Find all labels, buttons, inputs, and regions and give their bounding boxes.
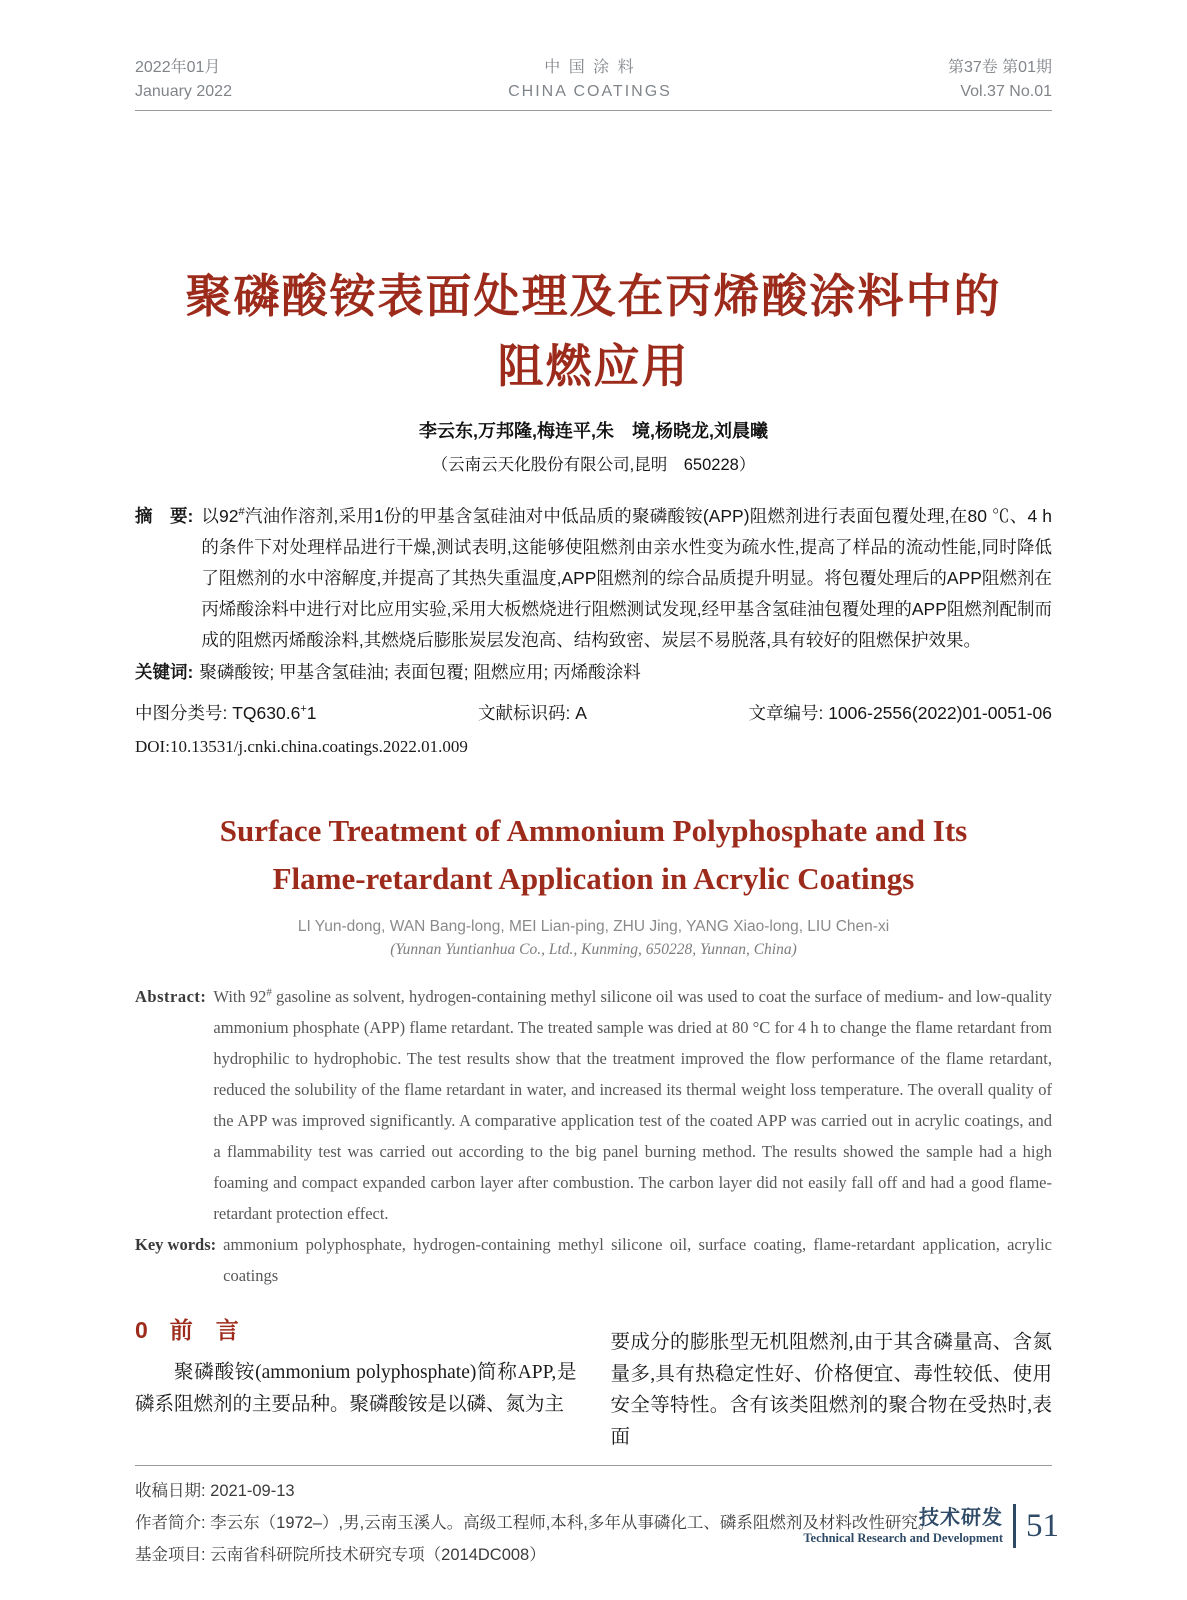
issue-info-en: Vol.37 No.01 [960,83,1052,100]
abstract-en-text [213,981,1052,1229]
article-title-cn-line1: 聚磷酸铵表面处理及在丙烯酸涂料中的 [185,270,1002,322]
abstract-cn [135,501,1052,656]
journal-title-en: CHINA COATINGS [508,83,672,100]
header-date-cn: 2022年01月 [135,59,221,76]
footnote-received-date: 收稿日期: 2021-09-13 [135,1482,295,1500]
abstract-en-label: Abstract: [135,987,207,1006]
page-number: 51 [1026,1508,1059,1544]
footer-section-cn: 技术研发 [919,1507,1003,1529]
abstract-en [135,981,1052,1229]
keywords-en-text: ammonium polyphosphate, hydrogen-containing methyl silicone oil, surface coating, flame-retardant application, acrylic coatings [223,1235,1052,1285]
issue-info [948,56,1052,104]
page-header [135,56,1052,111]
journal-title-cn: 中 国 涂 料 [544,59,636,76]
authors-cn: 李云东,万邦隆,梅连平,朱 境,杨晓龙,刘晨曦 [418,421,768,441]
footnote-author-bio: 作者简介: 李云东（1972–）,男,云南玉溪人。高级工程师,本科,多年从事磷化工、磷系阻燃剂及材料改性研究。 [135,1514,935,1532]
abstract-cn-t2: 汽油作溶剂,采用1份的甲基含氢硅油对中低品质的聚磷酸铵(APP)阻燃剂进行表面包覆处理,在80 ℃、4 h的条件下对处理样品进行干燥,测试表明,这能够使阻燃剂由亲水性变为疏水性,提高了样品的流动性能,同时降低了阻燃剂的水中溶解度,并提高了其热失重温度,APP阻燃剂的综合品质提升明显。将包覆处理后的APP阻燃剂在丙烯酸涂料中进行对比应用实验,采用大板燃烧进行阻燃测试发现,经甲基含氢硅油包覆处理的APP阻燃剂配制而成的阻燃丙烯酸涂料,其燃烧后膨胀炭层发泡高、结构致密、炭层不易脱落,具有较好的阻燃保护效果。 [201,506,1052,650]
keywords-cn [135,657,1052,688]
intro-paragraph-right: 要成分的膨胀型无机阻燃剂,由于其含磷量高、含氮量多,具有热稳定性好、价格便宜、毒性较低、使用安全等特性。含有该类阻燃剂的聚合物在受热时,表面 [610,1332,1052,1448]
abstract-cn-text [201,501,1052,656]
article-title-cn [135,261,1052,401]
abstract-cn-label: 摘 要: [135,506,194,526]
issue-info-cn: 第37卷 第01期 [947,59,1052,76]
clc-number-main: 中图分类号: TQ630.6 [135,703,301,723]
clc-number-superscript: + [300,703,307,716]
introduction-columns [135,1315,1052,1453]
journal-title [508,56,672,104]
header-date [135,56,232,104]
article-title-en-line2: Flame-retardant Application in Acrylic Coatings [272,861,915,896]
keywords-cn-text: 聚磷酸铵; 甲基含氢硅油; 表面包覆; 阻燃应用; 丙烯酸涂料 [199,662,641,682]
section-heading [135,1315,577,1345]
page-footer [803,1504,1059,1548]
keywords-en-label: Key words: [135,1235,217,1254]
footer-section [803,1506,1003,1546]
abstract-cn-t1: 以92 [201,506,239,526]
intro-left-column [135,1315,577,1453]
abstract-en-superscript: # [266,986,272,999]
article-number: 文章编号: 1006-2556(2022)01-0051-06 [748,703,1052,723]
keywords-cn-label: 关键词: [135,662,194,682]
article-title-cn-line2: 阻燃应用 [497,340,690,392]
meta-row [135,698,1052,728]
doi: DOI:10.13531/j.cnki.china.coatings.2022.01.009 [135,737,468,756]
clc-number [135,698,317,728]
section-number: 0 [135,1317,148,1343]
article-title-en-line1: Surface Treatment of Ammonium Polyphosphate and Its [219,813,968,848]
abstract-en-t1: With 92 [213,987,267,1006]
affiliation-en: (Yunnan Yuntianhua Co., Ltd., Kunming, 650228, Yunnan, China) [390,941,797,958]
footer-section-en: Technical Research and Development [803,1531,1003,1545]
authors-en: LI Yun-dong, WAN Bang-long, MEI Lian-ping, ZHU Jing, YANG Xiao-long, LIU Chen-xi [297,918,890,935]
keywords-en [135,1229,1052,1291]
section-title: 前 言 [169,1317,239,1343]
article-title-en [135,807,1052,903]
abstract-cn-superscript: # [238,506,245,519]
document-code: 文献标识码: A [478,703,587,723]
intro-paragraph-left: 聚磷酸铵(ammonium polyphosphate)简称APP,是磷系阻燃剂的主要品种。聚磷酸铵是以磷、氮为主 [135,1362,577,1415]
footer-divider-bar [1013,1504,1016,1548]
clc-number-tail: 1 [306,703,317,723]
abstract-en-t2: gasoline as solvent, hydrogen-containing methyl silicone oil was used to coat the surface of medium- and low-quality ammonium phosphate (APP) flame retardant. The treated sample was dried at 80 °C for 4 h to change the flame retardant from hydrophilic to hydrophobic. The test results show that the treatment improved the flow performance of the flame retardant, reduced the solubility of the flame retardant in water, and increased its thermal weight loss temperature. The overall quality of the APP was improved significantly. A comparative application test of the coated APP was carried out in acrylic coatings, and a flammability test was carried out according to the big panel burning method. The results showed the sample had a high foaming and compact expanded carbon layer after combustion. The carbon layer did not easily fall off and had a good flame-retardant protection effect. [213,987,1052,1223]
footnote-fund-project: 基金项目: 云南省科研院所技术研究专项（2014DC008） [135,1546,546,1564]
header-date-en: January 2022 [135,83,232,100]
affiliation-cn: （云南云天化股份有限公司,昆明 650228） [431,456,756,474]
intro-right-column [611,1315,1053,1453]
